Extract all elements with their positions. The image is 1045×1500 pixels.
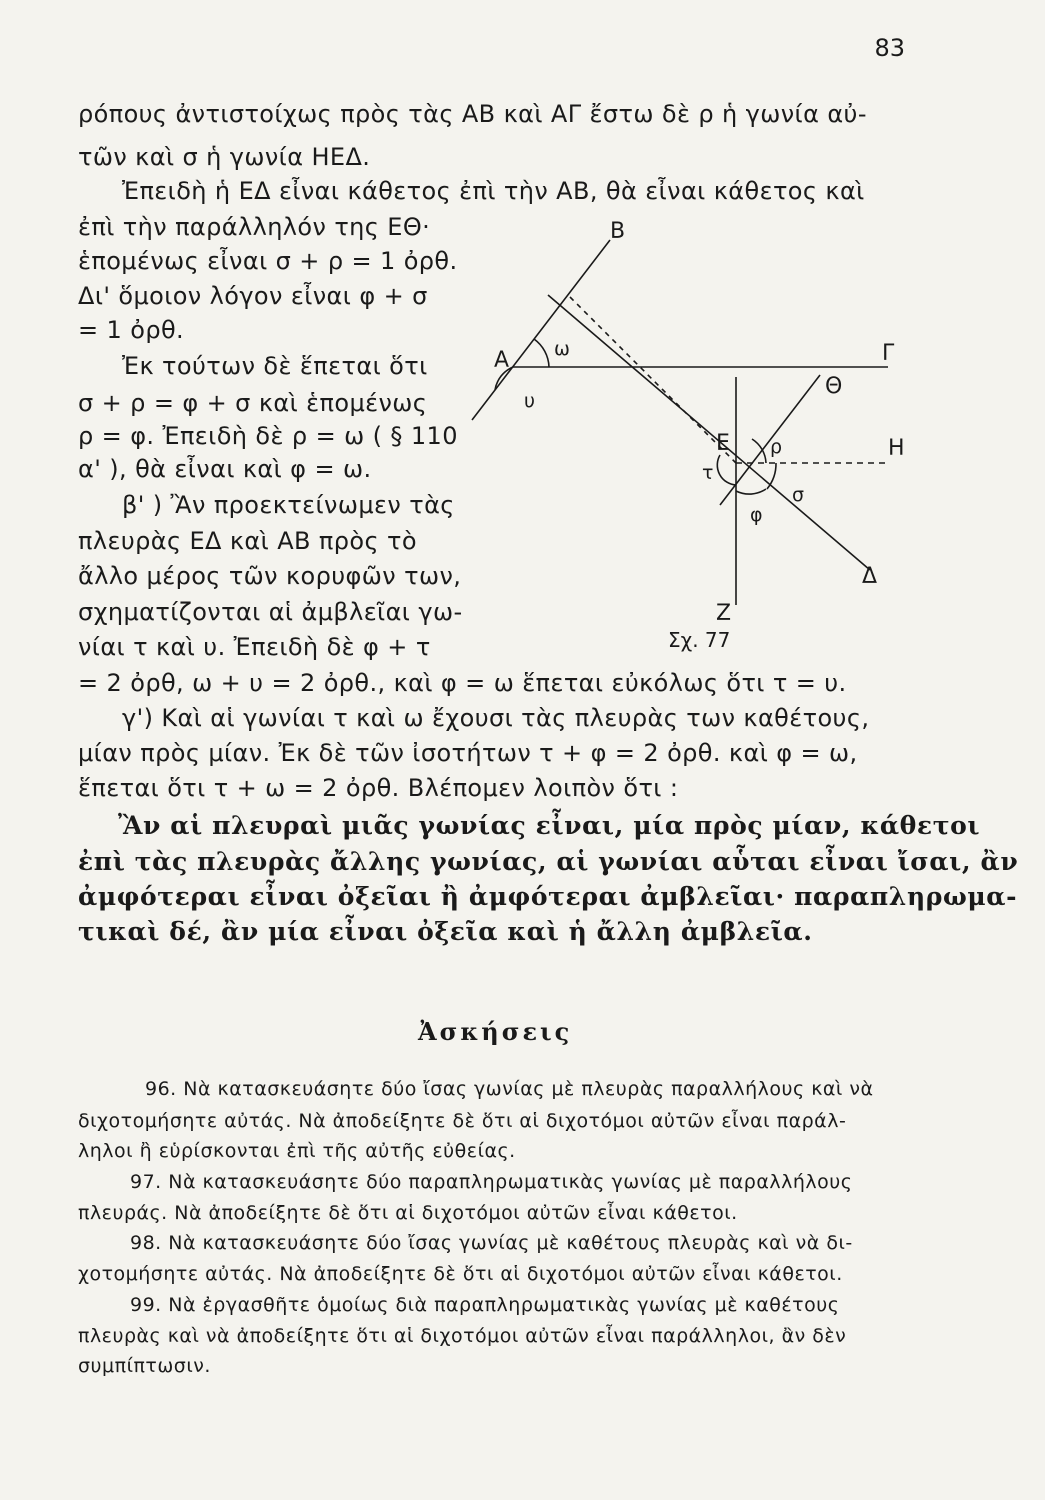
exercise-line: χοτομήσητε αὐτάς. Νὰ ἀποδείξητε δὲ ὅτι αἱ διχοτόμοι αὐτῶν εἶναι κάθετοι. [78, 1263, 843, 1285]
body-line: νίαι τ καὶ υ. Ἐπειδὴ δὲ φ + τ [78, 633, 431, 661]
label-tau: τ [702, 462, 714, 484]
label-e: Ε [716, 431, 730, 456]
dash-perp [570, 297, 736, 463]
label-b: Β [610, 219, 626, 244]
exercise-line: ληλοι ἢ εὑρίσκονται ἐπὶ τῆς αὐτῆς εὐθείας. [78, 1140, 516, 1162]
theorem-line: ἐπὶ τὰς πλευρὰς ἄλλης γωνίας, αἱ γωνίαι αὗται εἶναι ἴσαι, ἂν [78, 847, 1019, 876]
body-line: σ + ρ = φ + σ καὶ ἑπομένως [78, 389, 428, 417]
body-line: = 1 ὀρθ. [78, 316, 185, 344]
arc-phi [736, 489, 766, 494]
body-line: σχηματίζονται αἱ ἀμβλεῖαι γω- [78, 598, 463, 626]
body-line: τῶν καὶ σ ἡ γωνία ΗΕΔ. [78, 143, 371, 171]
figure-caption: Σχ. 77 [668, 628, 731, 652]
body-line: ἕπεται ὅτι τ + ω = 2 ὀρθ. Βλέπομεν λοιπὸν ὅτι : [78, 774, 679, 802]
label-d: Δ [862, 564, 878, 589]
geometry-figure [470, 215, 910, 660]
theorem-line: τικαὶ δέ, ἂν μία εἶναι ὀξεῖα καὶ ἡ ἄλλη ἀμβλεῖα. [78, 917, 813, 946]
label-a: Α [494, 348, 510, 373]
page-number: 83 [874, 34, 905, 62]
label-upsilon: υ [524, 390, 535, 412]
exercise-line: 96. Νὰ κατασκευάσητε δύο ἴσας γωνίας μὲ πλευρὰς παραλλήλους καὶ νὰ [145, 1078, 874, 1100]
body-line: α' ), θὰ εἶναι καὶ φ = ω. [78, 455, 372, 483]
body-line: ἐπὶ τὴν παράλληλόν της ΕΘ· [78, 213, 431, 241]
label-rho: ρ [770, 436, 783, 458]
label-z: Ζ [716, 601, 732, 626]
exercise-line: διχοτομήσητε αὐτάς. Νὰ ἀποδείξητε δὲ ὅτι αἱ διχοτόμοι αὐτῶν εἶναι παράλ- [78, 1110, 847, 1132]
body-line: ρόπους ἀντιστοίχως πρὸς τὰς ΑΒ καὶ ΑΓ ἔστω δὲ ρ ἡ γωνία αὐ- [78, 100, 867, 128]
label-omega: ω [554, 338, 570, 360]
line-ed [548, 295, 870, 570]
body-line: μίαν πρὸς μίαν. Ἐκ δὲ τῶν ἰσοτήτων τ + φ = 2 ὀρθ. καὶ φ = ω, [78, 739, 858, 767]
exercise-line: πλευρὰς καὶ νὰ ἀποδείξητε ὅτι αἱ διχοτόμοι αὐτῶν εἶναι παράλληλοι, ἂν δὲν [78, 1325, 847, 1347]
body-line: πλευρὰς ΕΔ καὶ ΑΒ πρὸς τὸ [78, 527, 417, 555]
body-line: Ἐκ τούτων δὲ ἕπεται ὅτι [122, 352, 428, 380]
label-theta: Θ [825, 374, 843, 399]
body-line: β' ) Ἂν προεκτείνωμεν τὰς [122, 491, 455, 519]
exercise-line: 97. Νὰ κατασκευάσητε δύο παραπληρωματικὰς γωνίας μὲ παραλλήλους [130, 1171, 853, 1193]
label-sigma: σ [792, 484, 805, 506]
arc-omega [534, 339, 549, 367]
body-line: γ') Καὶ αἱ γωνίαι τ καὶ ω ἔχουσι τὰς πλευρὰς των καθέτους, [122, 704, 870, 732]
theorem-line: ἀμφότεραι εἶναι ὀξεῖαι ἢ ἀμφότεραι ἀμβλεῖαι· παραπληρωμα- [78, 882, 1018, 911]
label-phi: φ [750, 504, 763, 526]
exercise-line: 99. Νὰ ἐργασθῆτε ὁμοίως διὰ παραπληρωματικὰς γωνίας μὲ καθέτους [130, 1294, 840, 1316]
exercise-line: συμπίπτωσιν. [78, 1355, 211, 1377]
body-line: ἑπομένως εἶναι σ + ρ = 1 ὀρθ. [78, 247, 458, 275]
body-line: ἄλλο μέρος τῶν κορυφῶν των, [78, 562, 462, 590]
exercises-heading: Ἀσκήσεις [418, 1017, 573, 1046]
exercise-line: πλευράς. Νὰ ἀποδείξητε δὲ ὅτι αἱ διχοτόμοι αὐτῶν εἶναι κάθετοι. [78, 1202, 738, 1224]
theorem-line: Ἂν αἱ πλευραὶ μιᾶς γωνίας εἶναι, μία πρὸς μίαν, κάθετοι [118, 811, 981, 840]
exercise-line: 98. Νὰ κατασκευάσητε δύο ἴσας γωνίας μὲ καθέτους πλευρὰς καὶ νὰ δι- [130, 1232, 853, 1254]
body-line: = 2 ὀρθ, ω + υ = 2 ὀρθ., καὶ φ = ω ἕπεται εὐκόλως ὅτι τ = υ. [78, 669, 847, 697]
body-line: Δι' ὅμοιον λόγον εἶναι φ + σ [78, 282, 428, 310]
body-line: Ἐπειδὴ ἡ ΕΔ εἶναι κάθετος ἐπὶ τὴν ΑΒ, θὰ εἶναι κάθετος καὶ [122, 177, 865, 205]
label-h: Η [888, 436, 905, 461]
body-line: ρ = φ. Ἐπειδὴ δὲ ρ = ω ( § 110 [78, 422, 458, 450]
label-g: Γ [882, 341, 895, 366]
figure-svg [470, 215, 910, 660]
